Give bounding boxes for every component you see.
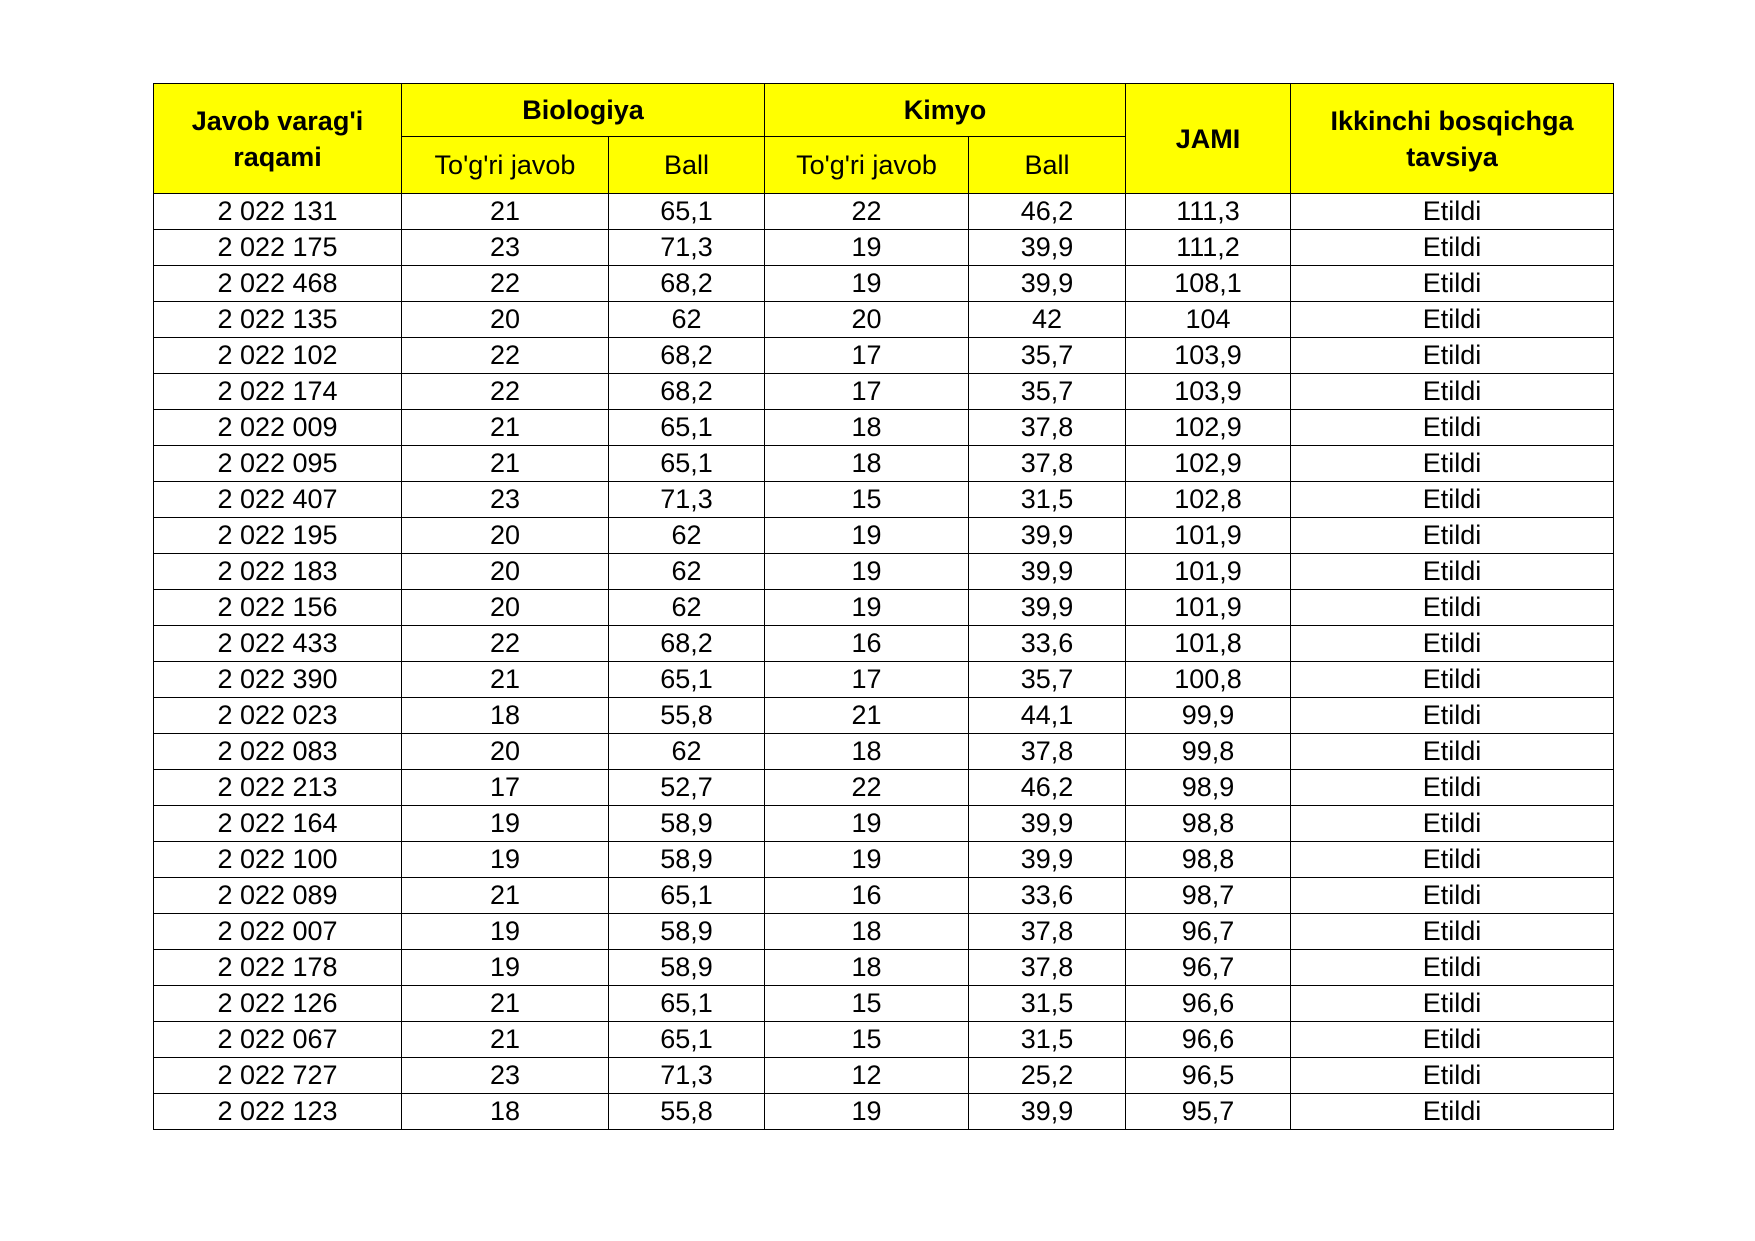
chemistry-score-cell: 39,9	[969, 806, 1126, 842]
biology-correct-cell: 18	[402, 1094, 609, 1130]
chemistry-score-cell: 35,7	[969, 338, 1126, 374]
table-row	[154, 374, 1614, 410]
chemistry-correct-cell: 19	[765, 518, 969, 554]
chemistry-score-cell: 39,9	[969, 518, 1126, 554]
table-row	[154, 554, 1614, 590]
table-row	[154, 986, 1614, 1022]
recommendation-cell: Etildi	[1291, 986, 1614, 1022]
biology-score-cell: 65,1	[609, 446, 765, 482]
sheet-number-cell: 2 022 468	[154, 266, 402, 302]
chemistry-correct-cell: 18	[765, 410, 969, 446]
total-cell: 111,3	[1126, 194, 1291, 230]
table-row	[154, 446, 1614, 482]
biology-correct-cell: 20	[402, 518, 609, 554]
chemistry-correct-cell: 15	[765, 1022, 969, 1058]
sheet-number-cell: 2 022 156	[154, 590, 402, 626]
results-body	[154, 194, 1614, 1130]
chemistry-correct-cell: 19	[765, 230, 969, 266]
table-row	[154, 410, 1614, 446]
sheet-number-cell: 2 022 067	[154, 1022, 402, 1058]
chemistry-score-cell: 42	[969, 302, 1126, 338]
chemistry-score-cell: 37,8	[969, 446, 1126, 482]
biology-score-cell: 62	[609, 554, 765, 590]
table-row	[154, 1022, 1614, 1058]
biology-correct-cell: 21	[402, 194, 609, 230]
biology-score-cell: 55,8	[609, 698, 765, 734]
chemistry-correct-cell: 18	[765, 914, 969, 950]
biology-score-cell: 55,8	[609, 1094, 765, 1130]
table-row	[154, 806, 1614, 842]
recommendation-cell: Etildi	[1291, 194, 1614, 230]
recommendation-cell: Etildi	[1291, 302, 1614, 338]
recommendation-cell: Etildi	[1291, 338, 1614, 374]
biology-score-cell: 62	[609, 302, 765, 338]
biology-correct-cell: 21	[402, 878, 609, 914]
biology-score-cell: 71,3	[609, 230, 765, 266]
chemistry-score-cell: 37,8	[969, 950, 1126, 986]
biology-score-cell: 58,9	[609, 914, 765, 950]
recommendation-cell: Etildi	[1291, 914, 1614, 950]
table-row	[154, 302, 1614, 338]
total-cell: 96,7	[1126, 950, 1291, 986]
table-row	[154, 230, 1614, 266]
chemistry-correct-cell: 19	[765, 554, 969, 590]
sheet-number-cell: 2 022 183	[154, 554, 402, 590]
biology-correct-cell: 23	[402, 230, 609, 266]
chemistry-header: Kimyo	[765, 84, 1126, 137]
biology-correct-cell: 21	[402, 662, 609, 698]
chemistry-correct-cell: 19	[765, 1094, 969, 1130]
chemistry-score-cell: 39,9	[969, 230, 1126, 266]
recommendation-cell: Etildi	[1291, 1058, 1614, 1094]
chemistry-correct-cell: 22	[765, 194, 969, 230]
chemistry-score-cell: 46,2	[969, 194, 1126, 230]
recommendation-cell: Etildi	[1291, 410, 1614, 446]
chemistry-score-cell: 39,9	[969, 554, 1126, 590]
total-cell: 99,9	[1126, 698, 1291, 734]
chemistry-correct-cell: 16	[765, 626, 969, 662]
biology-correct-cell: 20	[402, 734, 609, 770]
sheet-number-cell: 2 022 009	[154, 410, 402, 446]
biology-score-cell: 58,9	[609, 950, 765, 986]
chemistry-correct-cell: 19	[765, 806, 969, 842]
sheet-number-cell: 2 022 195	[154, 518, 402, 554]
biology-correct-cell: 23	[402, 1058, 609, 1094]
biology-correct-cell: 20	[402, 554, 609, 590]
chemistry-score-cell: 44,1	[969, 698, 1126, 734]
sheet-number-cell: 2 022 023	[154, 698, 402, 734]
sheet-number-cell: 2 022 135	[154, 302, 402, 338]
table-row	[154, 626, 1614, 662]
chemistry-correct-cell: 12	[765, 1058, 969, 1094]
biology-correct-cell: 22	[402, 374, 609, 410]
recommendation-cell: Etildi	[1291, 950, 1614, 986]
biology-score-header: Ball	[609, 137, 765, 194]
biology-score-cell: 65,1	[609, 986, 765, 1022]
chemistry-correct-cell: 17	[765, 374, 969, 410]
sheet-number-cell: 2 022 433	[154, 626, 402, 662]
biology-correct-cell: 17	[402, 770, 609, 806]
recommendation-cell: Etildi	[1291, 878, 1614, 914]
biology-correct-cell: 21	[402, 986, 609, 1022]
total-cell: 101,9	[1126, 518, 1291, 554]
chemistry-score-cell: 39,9	[969, 1094, 1126, 1130]
results-sheet	[153, 83, 1614, 1130]
recommendation-header: Ikkinchi bosqichga tavsiya	[1291, 84, 1614, 194]
sheet-number-cell: 2 022 089	[154, 878, 402, 914]
chemistry-correct-cell: 20	[765, 302, 969, 338]
biology-correct-cell: 21	[402, 446, 609, 482]
total-cell: 100,8	[1126, 662, 1291, 698]
biology-score-cell: 68,2	[609, 338, 765, 374]
biology-correct-cell: 20	[402, 302, 609, 338]
recommendation-cell: Etildi	[1291, 662, 1614, 698]
sheet-number-cell: 2 022 407	[154, 482, 402, 518]
chemistry-correct-cell: 22	[765, 770, 969, 806]
total-cell: 102,9	[1126, 446, 1291, 482]
sheet-number-cell: 2 022 100	[154, 842, 402, 878]
chemistry-score-cell: 39,9	[969, 266, 1126, 302]
table-row	[154, 1094, 1614, 1130]
biology-correct-cell: 18	[402, 698, 609, 734]
biology-correct-cell: 23	[402, 482, 609, 518]
recommendation-cell: Etildi	[1291, 806, 1614, 842]
recommendation-cell: Etildi	[1291, 266, 1614, 302]
recommendation-cell: Etildi	[1291, 554, 1614, 590]
biology-correct-cell: 22	[402, 338, 609, 374]
chemistry-score-cell: 46,2	[969, 770, 1126, 806]
chemistry-score-cell: 35,7	[969, 374, 1126, 410]
chemistry-correct-cell: 19	[765, 842, 969, 878]
results-table	[153, 83, 1614, 1130]
sheet-number-cell: 2 022 213	[154, 770, 402, 806]
biology-correct-cell: 21	[402, 1022, 609, 1058]
table-row	[154, 338, 1614, 374]
table-row	[154, 770, 1614, 806]
chemistry-score-header: Ball	[969, 137, 1126, 194]
chemistry-correct-cell: 17	[765, 338, 969, 374]
sheet-number-cell: 2 022 131	[154, 194, 402, 230]
total-cell: 98,9	[1126, 770, 1291, 806]
recommendation-cell: Etildi	[1291, 374, 1614, 410]
table-row	[154, 950, 1614, 986]
table-row	[154, 590, 1614, 626]
biology-score-cell: 65,1	[609, 878, 765, 914]
biology-correct-cell: 19	[402, 950, 609, 986]
chemistry-score-cell: 25,2	[969, 1058, 1126, 1094]
biology-correct-header: To'g'ri javob	[402, 137, 609, 194]
total-cell: 101,9	[1126, 590, 1291, 626]
sheet-number-header: Javob varag'i raqami	[154, 84, 402, 194]
biology-score-cell: 65,1	[609, 662, 765, 698]
chemistry-score-cell: 35,7	[969, 662, 1126, 698]
table-row	[154, 518, 1614, 554]
chemistry-score-cell: 37,8	[969, 734, 1126, 770]
biology-correct-cell: 22	[402, 626, 609, 662]
recommendation-cell: Etildi	[1291, 482, 1614, 518]
total-cell: 108,1	[1126, 266, 1291, 302]
chemistry-correct-cell: 18	[765, 950, 969, 986]
biology-correct-cell: 22	[402, 266, 609, 302]
biology-score-cell: 65,1	[609, 194, 765, 230]
sheet-number-cell: 2 022 123	[154, 1094, 402, 1130]
total-cell: 99,8	[1126, 734, 1291, 770]
chemistry-correct-cell: 15	[765, 482, 969, 518]
biology-score-cell: 58,9	[609, 806, 765, 842]
biology-score-cell: 71,3	[609, 1058, 765, 1094]
biology-correct-cell: 20	[402, 590, 609, 626]
biology-score-cell: 71,3	[609, 482, 765, 518]
biology-score-cell: 52,7	[609, 770, 765, 806]
recommendation-cell: Etildi	[1291, 734, 1614, 770]
total-cell: 96,6	[1126, 986, 1291, 1022]
recommendation-cell: Etildi	[1291, 626, 1614, 662]
total-cell: 103,9	[1126, 374, 1291, 410]
biology-score-cell: 62	[609, 518, 765, 554]
recommendation-cell: Etildi	[1291, 698, 1614, 734]
chemistry-score-cell: 33,6	[969, 626, 1126, 662]
biology-correct-cell: 21	[402, 410, 609, 446]
total-cell: 103,9	[1126, 338, 1291, 374]
table-row	[154, 194, 1614, 230]
table-row	[154, 734, 1614, 770]
biology-header: Biologiya	[402, 84, 765, 137]
chemistry-score-cell: 33,6	[969, 878, 1126, 914]
biology-correct-cell: 19	[402, 842, 609, 878]
biology-score-cell: 58,9	[609, 842, 765, 878]
recommendation-cell: Etildi	[1291, 770, 1614, 806]
total-cell: 96,5	[1126, 1058, 1291, 1094]
recommendation-cell: Etildi	[1291, 1094, 1614, 1130]
sheet-number-cell: 2 022 727	[154, 1058, 402, 1094]
sheet-number-cell: 2 022 164	[154, 806, 402, 842]
total-cell: 98,8	[1126, 842, 1291, 878]
sheet-number-cell: 2 022 126	[154, 986, 402, 1022]
chemistry-score-cell: 31,5	[969, 482, 1126, 518]
sheet-number-cell: 2 022 095	[154, 446, 402, 482]
table-row	[154, 842, 1614, 878]
table-row	[154, 266, 1614, 302]
biology-score-cell: 62	[609, 734, 765, 770]
total-cell: 111,2	[1126, 230, 1291, 266]
biology-score-cell: 68,2	[609, 626, 765, 662]
sheet-number-cell: 2 022 175	[154, 230, 402, 266]
recommendation-cell: Etildi	[1291, 1022, 1614, 1058]
chemistry-correct-cell: 18	[765, 734, 969, 770]
chemistry-score-cell: 37,8	[969, 914, 1126, 950]
chemistry-score-cell: 37,8	[969, 410, 1126, 446]
total-cell: 98,7	[1126, 878, 1291, 914]
recommendation-cell: Etildi	[1291, 446, 1614, 482]
sheet-number-cell: 2 022 083	[154, 734, 402, 770]
table-row	[154, 698, 1614, 734]
chemistry-correct-cell: 15	[765, 986, 969, 1022]
total-cell: 102,8	[1126, 482, 1291, 518]
table-row	[154, 914, 1614, 950]
total-cell: 96,7	[1126, 914, 1291, 950]
recommendation-cell: Etildi	[1291, 590, 1614, 626]
biology-score-cell: 62	[609, 590, 765, 626]
total-cell: 102,9	[1126, 410, 1291, 446]
table-row	[154, 482, 1614, 518]
sheet-number-cell: 2 022 174	[154, 374, 402, 410]
chemistry-correct-cell: 21	[765, 698, 969, 734]
chemistry-correct-cell: 17	[765, 662, 969, 698]
chemistry-correct-header: To'g'ri javob	[765, 137, 969, 194]
table-row	[154, 662, 1614, 698]
recommendation-cell: Etildi	[1291, 842, 1614, 878]
total-header: JAMI	[1126, 84, 1291, 194]
biology-score-cell: 68,2	[609, 266, 765, 302]
chemistry-correct-cell: 16	[765, 878, 969, 914]
chemistry-score-cell: 39,9	[969, 842, 1126, 878]
biology-correct-cell: 19	[402, 806, 609, 842]
sheet-number-cell: 2 022 178	[154, 950, 402, 986]
total-cell: 98,8	[1126, 806, 1291, 842]
chemistry-correct-cell: 19	[765, 590, 969, 626]
chemistry-correct-cell: 19	[765, 266, 969, 302]
total-cell: 104	[1126, 302, 1291, 338]
biology-score-cell: 65,1	[609, 1022, 765, 1058]
sheet-number-cell: 2 022 102	[154, 338, 402, 374]
chemistry-score-cell: 31,5	[969, 986, 1126, 1022]
table-row	[154, 878, 1614, 914]
sheet-number-cell: 2 022 007	[154, 914, 402, 950]
total-cell: 101,9	[1126, 554, 1291, 590]
total-cell: 96,6	[1126, 1022, 1291, 1058]
chemistry-correct-cell: 18	[765, 446, 969, 482]
chemistry-score-cell: 31,5	[969, 1022, 1126, 1058]
chemistry-score-cell: 39,9	[969, 590, 1126, 626]
recommendation-cell: Etildi	[1291, 230, 1614, 266]
biology-correct-cell: 19	[402, 914, 609, 950]
header-row-top	[154, 84, 1614, 137]
recommendation-cell: Etildi	[1291, 518, 1614, 554]
biology-score-cell: 68,2	[609, 374, 765, 410]
total-cell: 101,8	[1126, 626, 1291, 662]
table-row	[154, 1058, 1614, 1094]
biology-score-cell: 65,1	[609, 410, 765, 446]
total-cell: 95,7	[1126, 1094, 1291, 1130]
sheet-number-cell: 2 022 390	[154, 662, 402, 698]
